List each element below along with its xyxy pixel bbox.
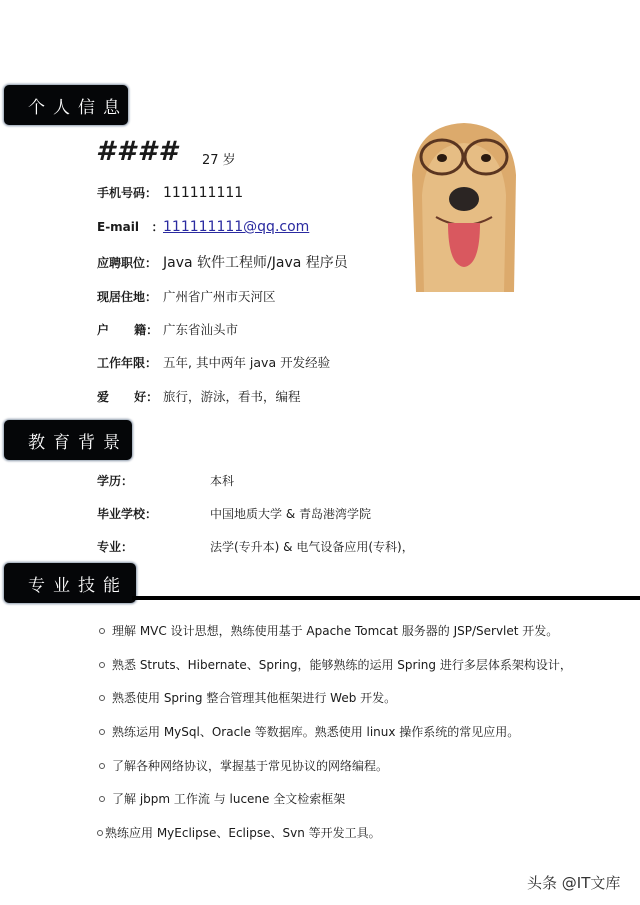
field-label: 应聘职位： (97, 256, 158, 270)
field-experience (97, 353, 330, 371)
residence-value: 广州省广州市天河区 (163, 289, 276, 304)
skill-item (97, 757, 388, 774)
field-position (97, 252, 348, 272)
field-phone (97, 184, 243, 201)
edu-value: 本科 (210, 474, 235, 488)
field-label: 户 籍： (97, 323, 159, 337)
bullet-icon (99, 729, 105, 735)
bullet-icon (99, 695, 105, 701)
experience-value: 五年, 其中两年 java 开发经验 (163, 355, 331, 370)
edu-label: 学历： (97, 474, 134, 488)
field-residence (97, 287, 276, 305)
skill-item (97, 656, 572, 673)
field-label: 工作年限： (97, 356, 158, 370)
phone-value: 111111111 (163, 185, 244, 201)
watermark: 头条 @IT文库 (527, 874, 621, 892)
edu-school (97, 505, 371, 522)
skill-text: 熟练运用 MySql、Oracle 等数据库。熟悉使用 linux 操作系统的常见应用。 (112, 725, 520, 739)
hometown-value: 广东省汕头市 (163, 322, 239, 337)
skill-text: 熟练应用 MyEclipse、Eclipse、Svn 等开发工具。 (105, 826, 381, 840)
bullet-icon (99, 628, 105, 634)
hobbies-value: 旅行，游泳，看书，编程 (163, 389, 301, 404)
skill-text: 熟悉 Struts、Hibernate、Spring，能够熟练的运用 Spring 进行多层体系架构设计， (112, 658, 572, 672)
skill-item (97, 824, 381, 841)
skill-item (97, 723, 519, 740)
section-header-education: 教育背景 (4, 420, 132, 460)
edu-value: 中国地质大学 & 青岛港湾学院 (210, 507, 371, 521)
section-divider (132, 596, 640, 600)
field-hometown (97, 320, 238, 338)
edu-value: 法学(专升本) & 电气设备应用(专科)， (210, 540, 414, 554)
bullet-icon (99, 662, 105, 668)
section-header-skills: 专业技能 (4, 563, 136, 603)
skill-item (97, 790, 345, 807)
candidate-age: 27 岁 (202, 153, 236, 168)
field-hobbies (97, 387, 301, 405)
field-label: 现居住地： (97, 290, 158, 304)
field-label: 爱 好： (97, 390, 159, 404)
bullet-icon (99, 796, 105, 802)
dog-photo-icon (406, 115, 522, 292)
skill-text: 理解 MVC 设计思想，熟练使用基于 Apache Tomcat 服务器的 JSP/Servlet 开发。 (112, 624, 559, 638)
skill-text: 了解各种网络协议，掌握基于常见协议的网络编程。 (112, 759, 389, 773)
bullet-icon (99, 763, 105, 769)
skill-item (97, 622, 558, 639)
edu-label: 专业： (97, 540, 134, 554)
candidate-name: #### (96, 136, 180, 167)
section-header-personal-info: 个人信息 (4, 85, 128, 125)
position-value: Java 软件工程师/Java 程序员 (163, 255, 348, 271)
field-email (97, 218, 309, 235)
edu-major (97, 538, 414, 555)
field-label: E-mail ： (97, 220, 164, 234)
skill-text: 熟悉使用 Spring 整合管理其他框架进行 Web 开发。 (112, 691, 397, 705)
email-link[interactable]: 111111111@qq.com (163, 219, 310, 235)
edu-label: 毕业学校： (97, 507, 158, 521)
profile-photo (406, 115, 522, 292)
bullet-icon (97, 830, 103, 836)
edu-degree (97, 472, 234, 489)
skill-item (97, 689, 396, 706)
skill-text: 了解 jbpm 工作流 与 lucene 全文检索框架 (112, 792, 346, 806)
field-label: 手机号码： (97, 186, 158, 200)
